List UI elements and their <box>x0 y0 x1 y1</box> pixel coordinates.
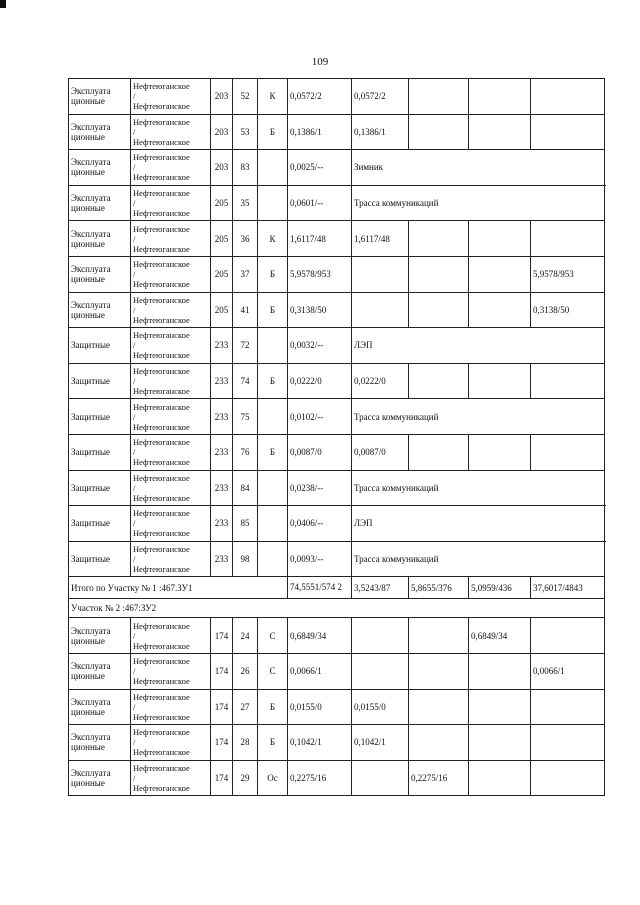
table-row <box>69 541 605 577</box>
forestry-cell <box>131 689 211 725</box>
value-cell-c6 <box>409 363 469 399</box>
forestry-sep: / <box>133 198 136 209</box>
quarter-cell: 233 <box>211 541 233 577</box>
area-cell: 0,0066/1 <box>288 653 352 689</box>
forestry-loc1: Нефтеюганское <box>133 762 190 773</box>
quarter-cell: 174 <box>211 725 233 761</box>
table-row <box>69 292 605 328</box>
area-cell: 0,0601/-- <box>288 185 352 221</box>
forestry-loc1: Нефтеюганское <box>133 401 190 412</box>
forestry-cell <box>131 185 211 221</box>
value-cell-c8 <box>531 114 605 150</box>
value-cell-c8 <box>531 760 605 796</box>
summary-c5: 3,5243/87 <box>352 577 409 599</box>
area-cell: 0,0238/-- <box>288 470 352 506</box>
quarter-cell: 233 <box>211 363 233 399</box>
forestry-loc2: Нефтеюганское <box>133 208 190 219</box>
purpose-cell: Зимник <box>352 150 605 186</box>
forestry-sep: / <box>133 126 136 137</box>
category-cell: Эксплуата ционные <box>69 292 131 328</box>
purpose-cell: Трасса коммуникаций <box>352 399 605 435</box>
forestry-cell <box>131 506 211 542</box>
class-cell <box>258 470 288 506</box>
plot-cell: 85 <box>233 506 258 542</box>
table-row <box>69 221 605 257</box>
category-cell: Эксплуата ционные <box>69 79 131 115</box>
section-title: Участок № 2 :467:ЗУ2 <box>69 599 605 618</box>
forestry-cell <box>131 79 211 115</box>
category-cell: Эксплуата ционные <box>69 114 131 150</box>
value-cell-c8 <box>531 221 605 257</box>
forestry-cell <box>131 292 211 328</box>
plot-cell: 24 <box>233 618 258 654</box>
table-row <box>69 185 605 221</box>
forestry-loc1: Нефтеюганское <box>133 691 190 702</box>
forestry-loc2: Нефтеюганское <box>133 457 190 468</box>
value-cell-c6 <box>409 618 469 654</box>
plot-cell: 83 <box>233 150 258 186</box>
category-cell: Защитные <box>69 506 131 542</box>
area-cell: 1,6117/48 <box>288 221 352 257</box>
forestry-cell <box>131 725 211 761</box>
value-cell-c8: 0,3138/50 <box>531 292 605 328</box>
value-cell-c6 <box>409 292 469 328</box>
forestry-loc1: Нефтеюганское <box>133 437 190 448</box>
table-row <box>69 434 605 470</box>
plot-cell: 37 <box>233 256 258 292</box>
category-cell: Эксплуата ционные <box>69 618 131 654</box>
value-cell-c7 <box>469 114 531 150</box>
value-cell-c8 <box>531 618 605 654</box>
forestry-loc2: Нефтеюганское <box>133 711 190 722</box>
class-cell <box>258 150 288 186</box>
plot-cell: 41 <box>233 292 258 328</box>
quarter-cell: 205 <box>211 185 233 221</box>
value-cell-c5 <box>352 653 409 689</box>
class-cell <box>258 399 288 435</box>
quarter-cell: 205 <box>211 256 233 292</box>
area-cell: 5,9578/953 <box>288 256 352 292</box>
forestry-sep: / <box>133 630 136 641</box>
value-cell-c8 <box>531 363 605 399</box>
forestry-loc1: Нефтеюганское <box>133 188 190 199</box>
plot-cell: 35 <box>233 185 258 221</box>
forestry-loc1: Нефтеюганское <box>133 81 190 92</box>
forestry-cell <box>131 256 211 292</box>
value-cell-c6 <box>409 79 469 115</box>
forestry-loc1: Нефтеюганское <box>133 259 190 270</box>
forestry-loc1: Нефтеюганское <box>133 294 190 305</box>
table-row <box>69 725 605 761</box>
class-cell <box>258 185 288 221</box>
value-cell-c8 <box>531 725 605 761</box>
forestry-sep: / <box>133 269 136 280</box>
forestry-cell <box>131 114 211 150</box>
category-cell: Эксплуата ционные <box>69 221 131 257</box>
class-cell: К <box>258 221 288 257</box>
scan-mark <box>0 0 6 8</box>
forestry-cell <box>131 470 211 506</box>
forestry-loc2: Нефтеюганское <box>133 279 190 290</box>
forestry-sep: / <box>133 162 136 173</box>
forestry-sep: / <box>133 340 136 351</box>
quarter-cell: 233 <box>211 506 233 542</box>
class-cell: Б <box>258 725 288 761</box>
value-cell-c5: 0,1042/1 <box>352 725 409 761</box>
category-cell: Защитные <box>69 434 131 470</box>
category-cell: Защитные <box>69 399 131 435</box>
forestry-loc2: Нефтеюганское <box>133 676 190 687</box>
class-cell: Б <box>258 292 288 328</box>
table-row <box>69 363 605 399</box>
area-cell: 0,0155/0 <box>288 689 352 725</box>
forestry-cell <box>131 150 211 186</box>
value-cell-c7 <box>469 79 531 115</box>
value-cell-c6 <box>409 256 469 292</box>
forestry-sep: / <box>133 304 136 315</box>
forestry-loc1: Нефтеюганское <box>133 656 190 667</box>
area-cell: 0,0032/-- <box>288 328 352 364</box>
value-cell-c6 <box>409 725 469 761</box>
forestry-sep: / <box>133 554 136 565</box>
plot-cell: 26 <box>233 653 258 689</box>
area-cell: 0,0406/-- <box>288 506 352 542</box>
purpose-cell: Трасса коммуникаций <box>352 185 605 221</box>
value-cell-c7 <box>469 434 531 470</box>
table-row <box>69 653 605 689</box>
summary-area: 74,5551/574 2 <box>288 577 352 599</box>
forestry-loc1: Нефтеюганское <box>133 472 190 483</box>
class-cell: Б <box>258 256 288 292</box>
forestry-loc2: Нефтеюганское <box>133 101 190 112</box>
value-cell-c7 <box>469 725 531 761</box>
table-row <box>69 114 605 150</box>
forestry-cell <box>131 328 211 364</box>
class-cell: Б <box>258 114 288 150</box>
forestry-loc2: Нефтеюганское <box>133 243 190 254</box>
forest-table <box>68 78 605 796</box>
table-row <box>69 399 605 435</box>
category-cell: Защитные <box>69 363 131 399</box>
category-cell: Защитные <box>69 328 131 364</box>
value-cell-c8 <box>531 689 605 725</box>
forestry-loc1: Нефтеюганское <box>133 330 190 341</box>
area-cell: 0,0102/-- <box>288 399 352 435</box>
value-cell-c6 <box>409 434 469 470</box>
area-cell: 0,2275/16 <box>288 760 352 796</box>
forestry-loc2: Нефтеюганское <box>133 350 190 361</box>
value-cell-c7 <box>469 221 531 257</box>
class-cell <box>258 328 288 364</box>
area-cell: 0,0093/-- <box>288 541 352 577</box>
plot-cell: 76 <box>233 434 258 470</box>
value-cell-c5: 1,6117/48 <box>352 221 409 257</box>
value-cell-c6 <box>409 653 469 689</box>
forestry-loc1: Нефтеюганское <box>133 366 190 377</box>
plot-cell: 98 <box>233 541 258 577</box>
class-cell: Б <box>258 689 288 725</box>
forestry-loc1: Нефтеюганское <box>133 620 190 631</box>
value-cell-c5: 0,0572/2 <box>352 79 409 115</box>
value-cell-c5: 0,0222/0 <box>352 363 409 399</box>
value-cell-c5: 0,0087/0 <box>352 434 409 470</box>
forestry-cell <box>131 541 211 577</box>
value-cell-c8: 0,0066/1 <box>531 653 605 689</box>
value-cell-c6: 0,2275/16 <box>409 760 469 796</box>
plot-cell: 75 <box>233 399 258 435</box>
table-row <box>69 328 605 364</box>
forestry-loc1: Нефтеюганское <box>133 727 190 738</box>
area-cell: 0,0087/0 <box>288 434 352 470</box>
forestry-sep: / <box>133 482 136 493</box>
class-cell: К <box>258 79 288 115</box>
category-cell: Эксплуата ционные <box>69 760 131 796</box>
table-row <box>69 256 605 292</box>
forestry-sep: / <box>133 737 136 748</box>
value-cell-c7 <box>469 653 531 689</box>
forestry-loc2: Нефтеюганское <box>133 564 190 575</box>
table-row <box>69 689 605 725</box>
quarter-cell: 174 <box>211 689 233 725</box>
quarter-cell: 233 <box>211 434 233 470</box>
forestry-sep: / <box>133 376 136 387</box>
forestry-sep: / <box>133 666 136 677</box>
forestry-loc2: Нефтеюганское <box>133 528 190 539</box>
value-cell-c7 <box>469 363 531 399</box>
plot-cell: 53 <box>233 114 258 150</box>
class-cell: Б <box>258 363 288 399</box>
category-cell: Эксплуата ционные <box>69 725 131 761</box>
summary-c6: 5,8655/376 <box>409 577 469 599</box>
plot-cell: 84 <box>233 470 258 506</box>
quarter-cell: 174 <box>211 760 233 796</box>
forestry-sep: / <box>133 91 136 102</box>
purpose-cell: Трасса коммуникаций <box>352 541 605 577</box>
area-cell: 0,0572/2 <box>288 79 352 115</box>
forestry-sep: / <box>133 772 136 783</box>
area-cell: 0,0222/0 <box>288 363 352 399</box>
class-cell: Б <box>258 434 288 470</box>
category-cell: Эксплуата ционные <box>69 150 131 186</box>
forestry-loc1: Нефтеюганское <box>133 116 190 127</box>
value-cell-c5: 0,0155/0 <box>352 689 409 725</box>
value-cell-c7 <box>469 256 531 292</box>
table-row <box>69 470 605 506</box>
value-cell-c5 <box>352 256 409 292</box>
section-row <box>69 599 605 618</box>
value-cell-c8 <box>531 434 605 470</box>
forestry-sep: / <box>133 411 136 422</box>
value-cell-c5 <box>352 292 409 328</box>
quarter-cell: 233 <box>211 470 233 506</box>
quarter-cell: 205 <box>211 221 233 257</box>
value-cell-c5 <box>352 618 409 654</box>
purpose-cell: ЛЭП <box>352 328 605 364</box>
quarter-cell: 203 <box>211 150 233 186</box>
forestry-loc2: Нефтеюганское <box>133 386 190 397</box>
quarter-cell: 174 <box>211 653 233 689</box>
value-cell-c8: 5,9578/953 <box>531 256 605 292</box>
plot-cell: 29 <box>233 760 258 796</box>
forestry-cell <box>131 434 211 470</box>
area-cell: 0,3138/50 <box>288 292 352 328</box>
forestry-loc1: Нефтеюганское <box>133 544 190 555</box>
value-cell-c6 <box>409 221 469 257</box>
forestry-sep: / <box>133 518 136 529</box>
summary-c8: 37,6017/4843 <box>531 577 605 599</box>
category-cell: Эксплуата ционные <box>69 185 131 221</box>
quarter-cell: 233 <box>211 328 233 364</box>
forestry-loc2: Нефтеюганское <box>133 314 190 325</box>
value-cell-c7 <box>469 292 531 328</box>
plot-cell: 52 <box>233 79 258 115</box>
forestry-loc1: Нефтеюганское <box>133 223 190 234</box>
plot-cell: 27 <box>233 689 258 725</box>
quarter-cell: 233 <box>211 399 233 435</box>
quarter-cell: 203 <box>211 114 233 150</box>
value-cell-c5: 0,1386/1 <box>352 114 409 150</box>
quarter-cell: 174 <box>211 618 233 654</box>
category-cell: Эксплуата ционные <box>69 653 131 689</box>
forestry-loc1: Нефтеюганское <box>133 152 190 163</box>
forestry-loc2: Нефтеюганское <box>133 172 190 183</box>
plot-cell: 36 <box>233 221 258 257</box>
forestry-loc2: Нефтеюганское <box>133 136 190 147</box>
quarter-cell: 205 <box>211 292 233 328</box>
value-cell-c7 <box>469 760 531 796</box>
class-cell <box>258 506 288 542</box>
purpose-cell: ЛЭП <box>352 506 605 542</box>
forestry-cell <box>131 760 211 796</box>
forestry-loc2: Нефтеюганское <box>133 640 190 651</box>
forestry-cell <box>131 399 211 435</box>
table-row <box>69 618 605 654</box>
plot-cell: 72 <box>233 328 258 364</box>
page-number: 109 <box>311 56 329 68</box>
class-cell: Ос <box>258 760 288 796</box>
forestry-loc1: Нефтеюганское <box>133 508 190 519</box>
value-cell-c7 <box>469 689 531 725</box>
class-cell: С <box>258 653 288 689</box>
forestry-sep: / <box>133 233 136 244</box>
category-cell: Эксплуата ционные <box>69 689 131 725</box>
forestry-loc2: Нефтеюганское <box>133 492 190 503</box>
forestry-cell <box>131 653 211 689</box>
forestry-loc2: Нефтеюганское <box>133 747 190 758</box>
category-cell: Защитные <box>69 541 131 577</box>
value-cell-c5 <box>352 760 409 796</box>
table-row <box>69 150 605 186</box>
forestry-sep: / <box>133 447 136 458</box>
value-cell-c6 <box>409 689 469 725</box>
plot-cell: 28 <box>233 725 258 761</box>
summary-row <box>69 577 605 599</box>
forestry-loc2: Нефтеюганское <box>133 421 190 432</box>
area-cell: 0,1042/1 <box>288 725 352 761</box>
forestry-loc2: Нефтеюганское <box>133 782 190 793</box>
purpose-cell: Трасса коммуникаций <box>352 470 605 506</box>
value-cell-c6 <box>409 114 469 150</box>
value-cell-c8 <box>531 79 605 115</box>
summary-label: Итого по Участку № 1 :467.ЗУ1 <box>69 577 288 599</box>
forestry-sep: / <box>133 701 136 712</box>
category-cell: Эксплуата ционные <box>69 256 131 292</box>
area-cell: 0,0025/-- <box>288 150 352 186</box>
table-row <box>69 760 605 796</box>
forestry-cell <box>131 618 211 654</box>
quarter-cell: 203 <box>211 79 233 115</box>
category-cell: Защитные <box>69 470 131 506</box>
forestry-cell <box>131 363 211 399</box>
table-row <box>69 79 605 115</box>
class-cell <box>258 541 288 577</box>
area-cell: 0,1386/1 <box>288 114 352 150</box>
class-cell: С <box>258 618 288 654</box>
area-cell: 0,6849/34 <box>288 618 352 654</box>
plot-cell: 74 <box>233 363 258 399</box>
value-cell-c7: 0,6849/34 <box>469 618 531 654</box>
forestry-cell <box>131 221 211 257</box>
summary-c7: 5,0959/436 <box>469 577 531 599</box>
table-row <box>69 506 605 542</box>
